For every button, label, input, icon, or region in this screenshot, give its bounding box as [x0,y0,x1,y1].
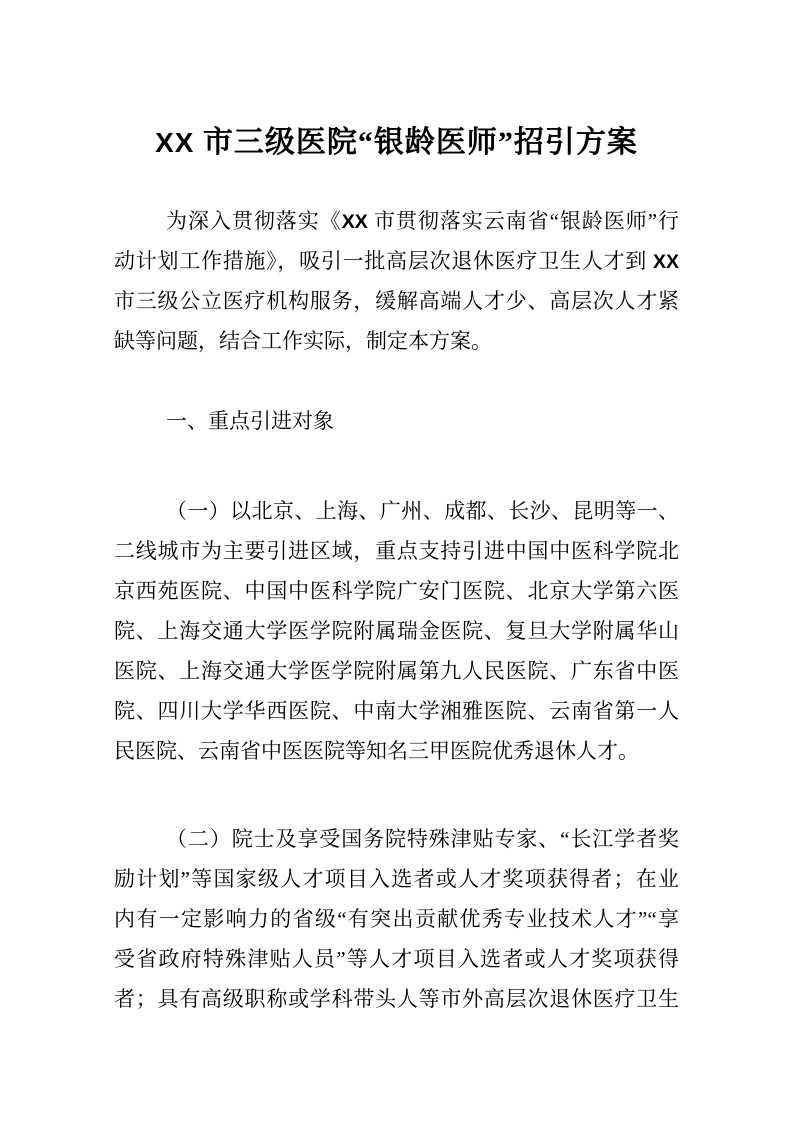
latin-text: XX [155,127,195,158]
text-line: 内有一定影响力的省级“有突出贡献优秀专业技术人才”“享 [114,907,679,931]
paragraph [114,201,679,361]
text-line: 者；具有高级职称或学科带头人等市外高层次退休医疗卫生 [114,987,679,1011]
document-title: XX 市三级医院“银龄医师”招引方案 [155,126,638,159]
section-heading [114,401,679,441]
latin-text: XX [341,211,368,233]
text-line: 缺等问题，结合工作实际，制定本方案。 [114,329,492,353]
paragraph [114,491,679,771]
text-line: 一、重点引进对象 [166,409,334,433]
document-body [114,201,679,1019]
text-line: 受省政府特殊津贴人员”等人才项目入选者或人才奖项获得 [114,947,679,971]
latin-text: XX [652,251,679,273]
text-line: 院、上海交通大学医学院附属瑞金医院、复旦大学附属华山 [114,619,679,643]
text-line: 民医院、云南省中医医院等知名三甲医院优秀退休人才。 [114,739,639,763]
paragraph [114,819,679,1019]
text-line: 动计划工作措施》，吸引一批高层次退休医疗卫生人才到 XX [114,249,679,273]
text-line: 京西苑医院、中国中医科学院广安门医院、北京大学第六医 [114,579,679,603]
text-line: 院、四川大学华西医院、中南大学湘雅医院、云南省第一人 [114,699,679,723]
text-line: 为深入贯彻落实《XX 市贯彻落实云南省“银龄医师”行 [166,209,679,233]
text-line: 二线城市为主要引进区域，重点支持引进中国中医科学院北 [114,539,679,563]
text-line: （二）院士及享受国务院特殊津贴专家、“长江学者奖 [166,827,679,851]
text-line: （一）以北京、上海、广州、成都、长沙、昆明等一、 [166,499,679,523]
text-line: 市三级公立医疗机构服务，缓解高端人才少、高层次人才紧 [114,289,679,313]
text-line: 医院、上海交通大学医学院附属第九人民医院、广东省中医 [114,659,679,683]
text-line: 励计划”等国家级人才项目入选者或人才奖项获得者；在业 [114,867,679,891]
